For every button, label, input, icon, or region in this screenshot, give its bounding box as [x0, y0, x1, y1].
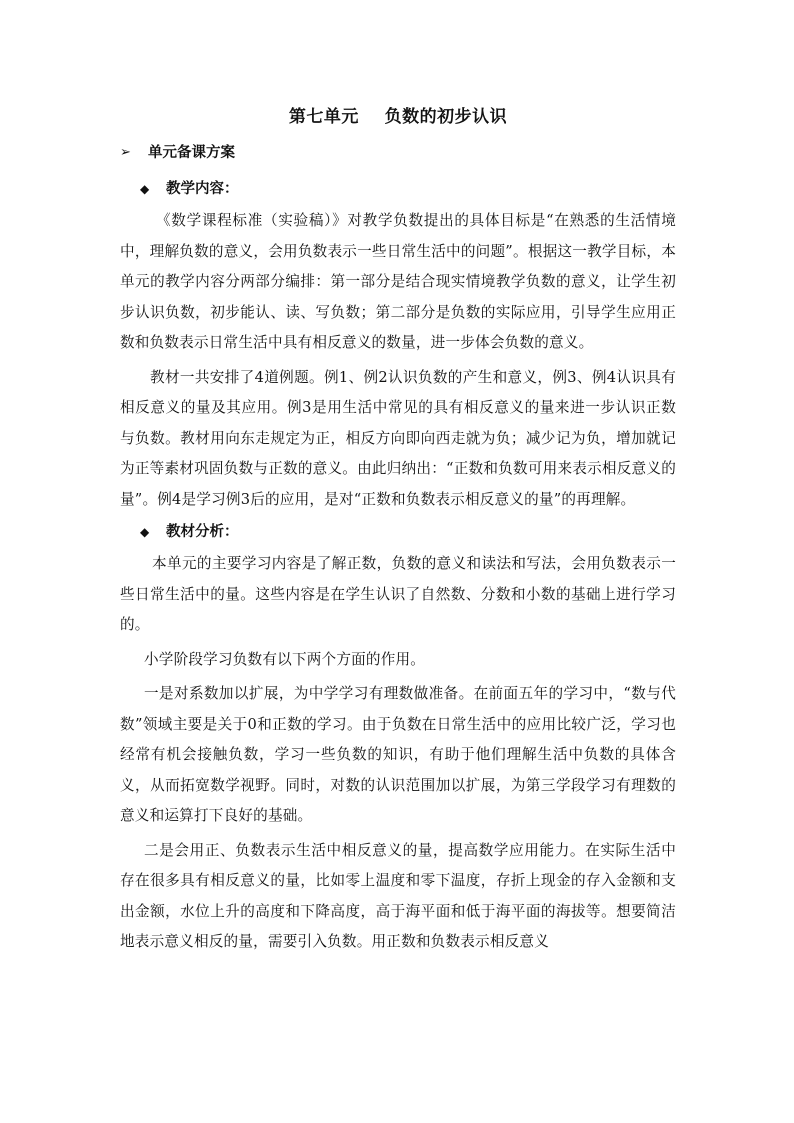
- paragraph: 本单元的主要学习内容是了解正数，负数的意义和读法和写法，会用负数表示一些日常生活中的量。这些内容是在学生认识了自然数、分数和小数的基础上进行学习的。: [120, 555, 676, 633]
- document-body: [120, 104, 676, 962]
- diamond-bullet-icon: ◆: [140, 182, 150, 196]
- section-heading-unit-plan: [120, 140, 676, 166]
- sub-heading-teaching-content: [140, 176, 676, 202]
- paragraph: 一是对系数加以扩展，为中学学习有理数做准备。在前面五年的学习中，“数与代数”领域主要是关于0和正数的学习。由于负数在日常生活中的应用比较广泛，学习也经常有机会接触负数，学习一些负数的知识，有助于他们理解生活中负数的具体含义，从而拓宽数学视野。同时，对数的认识范围加以扩展，为第三学段学习有理数的意义和运算打下良好的基础。: [120, 685, 676, 824]
- paragraph: 小学阶段学习负数有以下两个方面的作用。: [144, 650, 426, 668]
- sub-heading-label: 教材分析：: [166, 523, 239, 540]
- paragraph: 教材一共安排了4道例题。例1、例2认识负数的产生和意义，例3、例4认识具有相反意义的量及其应用。例3是用生活中常见的具有相反意义的量来进一步认识正数与负数。教材用向东走规定为正，相反方向即向西走就为负；减少记为负，增加就记为正等素材巩固负数与正数的意义。由此归纳出：“正数和负数可用来表示相反意义的量”。例4是学习例3后的应用，是对“正数和负数表示相反意义的量”的再理解。: [120, 368, 676, 508]
- page-title: 第七单元 负数的初步认识: [288, 107, 508, 127]
- diamond-bullet-icon: ◆: [140, 525, 150, 539]
- section-heading-label: 单元备课方案: [148, 144, 235, 161]
- sub-heading-material-analysis: [140, 519, 676, 545]
- sub-heading-label: 教学内容：: [166, 180, 239, 197]
- arrow-bullet-icon: ➢: [120, 145, 131, 160]
- paragraph: 《数学课程标准（实验稿）》对教学负数提出的具体目标是“在熟悉的生活情境中，理解负数的意义，会用负数表示一些日常生活中的问题”。根据这一教学目标，本单元的教学内容分两部分编排：第一部分是结合现实情境教学负数的意义，让学生初步认识负数，初步能认、读、写负数；第二部分是负数的实际应用，引导学生应用正数和负数表示日常生活中具有相反意义的数量，进一步体会负数的意义。: [120, 212, 676, 351]
- paragraph: 二是会用正、负数表示生活中相反意义的量，提高数学应用能力。在实际生活中存在很多具有相反意义的量，比如零上温度和零下温度，存折上现金的存入金额和支出金额，水位上升的高度和下降高度，高于海平面和低于海平面的海拔等。想要简洁地表示意义相反的量，需要引入负数。用正数和负数表示相反意义: [120, 841, 676, 950]
